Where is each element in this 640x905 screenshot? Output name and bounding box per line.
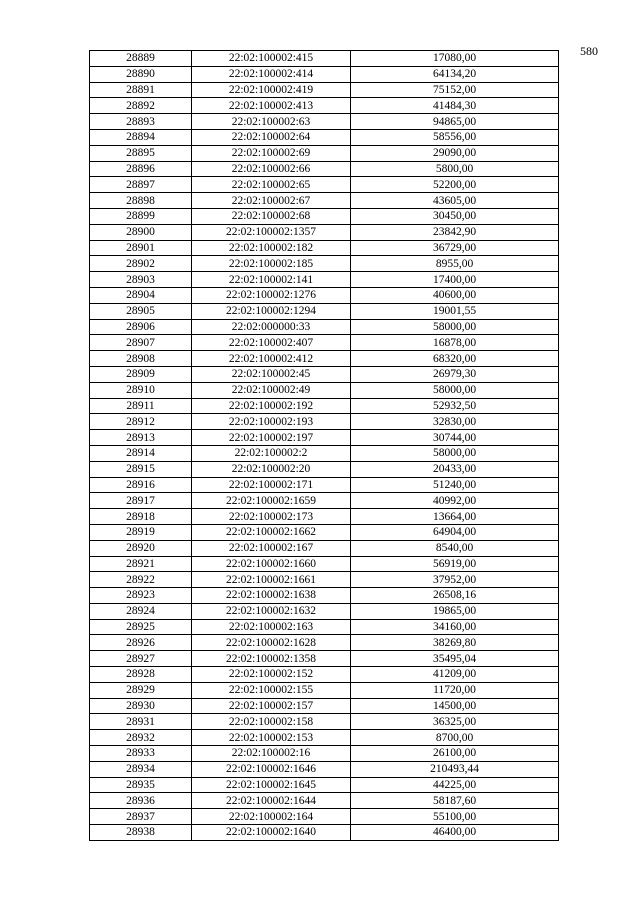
cadastral-number-cell: 22:02:100002:167 (192, 540, 351, 556)
amount-cell: 17080,00 (351, 51, 559, 67)
cadastral-number-cell: 22:02:100002:1294 (192, 303, 351, 319)
amount-cell: 26979,30 (351, 366, 559, 382)
amount-cell: 41484,30 (351, 98, 559, 114)
amount-cell: 16878,00 (351, 335, 559, 351)
amount-cell: 17400,00 (351, 272, 559, 288)
cadastral-number-cell: 22:02:100002:173 (192, 509, 351, 525)
table-row (90, 714, 559, 730)
table-row (90, 161, 559, 177)
cadastral-number-cell: 22:02:100002:157 (192, 698, 351, 714)
cadastral-number-cell: 22:02:100002:171 (192, 477, 351, 493)
row-number-cell: 28891 (90, 82, 192, 98)
cadastral-number-cell: 22:02:100002:412 (192, 351, 351, 367)
amount-cell: 41209,00 (351, 667, 559, 683)
table-row (90, 414, 559, 430)
row-number-cell: 28930 (90, 698, 192, 714)
table-row (90, 177, 559, 193)
row-number-cell: 28893 (90, 114, 192, 130)
amount-cell: 210493,44 (351, 761, 559, 777)
amount-cell: 55100,00 (351, 809, 559, 825)
cadastral-number-cell: 22:02:100002:1632 (192, 603, 351, 619)
amount-cell: 37952,00 (351, 572, 559, 588)
table-row (90, 825, 559, 841)
table-row (90, 335, 559, 351)
table-row (90, 477, 559, 493)
amount-cell: 30450,00 (351, 208, 559, 224)
amount-cell: 75152,00 (351, 82, 559, 98)
table-row (90, 524, 559, 540)
table-row (90, 272, 559, 288)
row-number-cell: 28934 (90, 761, 192, 777)
table-row (90, 730, 559, 746)
table-row (90, 540, 559, 556)
cadastral-number-cell: 22:02:100002:413 (192, 98, 351, 114)
row-number-cell: 28906 (90, 319, 192, 335)
amount-cell: 46400,00 (351, 825, 559, 841)
cadastral-number-cell: 22:02:100002:68 (192, 208, 351, 224)
cadastral-number-cell: 22:02:100002:193 (192, 414, 351, 430)
amount-cell: 58556,00 (351, 129, 559, 145)
cadastral-number-cell: 22:02:100002:185 (192, 256, 351, 272)
row-number-cell: 28921 (90, 556, 192, 572)
amount-cell: 58000,00 (351, 382, 559, 398)
page-number: 580 (580, 44, 598, 58)
amount-cell: 58000,00 (351, 319, 559, 335)
row-number-cell: 28903 (90, 272, 192, 288)
amount-cell: 51240,00 (351, 477, 559, 493)
amount-cell: 58000,00 (351, 445, 559, 461)
cadastral-number-cell: 22:02:100002:1276 (192, 287, 351, 303)
cadastral-number-cell: 22:02:100002:192 (192, 398, 351, 414)
amount-cell: 32830,00 (351, 414, 559, 430)
amount-cell: 13664,00 (351, 509, 559, 525)
amount-cell: 34160,00 (351, 619, 559, 635)
row-number-cell: 28910 (90, 382, 192, 398)
cadastral-number-cell: 22:02:100002:1628 (192, 635, 351, 651)
cadastral-number-cell: 22:02:100002:141 (192, 272, 351, 288)
data-table (89, 50, 559, 841)
row-number-cell: 28920 (90, 540, 192, 556)
table-row (90, 651, 559, 667)
cadastral-number-cell: 22:02:100002:16 (192, 746, 351, 762)
row-number-cell: 28895 (90, 145, 192, 161)
amount-cell: 38269,80 (351, 635, 559, 651)
row-number-cell: 28929 (90, 682, 192, 698)
row-number-cell: 28897 (90, 177, 192, 193)
cadastral-number-cell: 22:02:100002:1645 (192, 777, 351, 793)
amount-cell: 8955,00 (351, 256, 559, 272)
row-number-cell: 28907 (90, 335, 192, 351)
table-row (90, 603, 559, 619)
table-row (90, 667, 559, 683)
amount-cell: 40600,00 (351, 287, 559, 303)
row-number-cell: 28911 (90, 398, 192, 414)
amount-cell: 94865,00 (351, 114, 559, 130)
row-number-cell: 28916 (90, 477, 192, 493)
row-number-cell: 28905 (90, 303, 192, 319)
cadastral-number-cell: 22:02:100002:2 (192, 445, 351, 461)
table-row (90, 793, 559, 809)
row-number-cell: 28935 (90, 777, 192, 793)
row-number-cell: 28924 (90, 603, 192, 619)
cadastral-number-cell: 22:02:100002:64 (192, 129, 351, 145)
table-row (90, 619, 559, 635)
row-number-cell: 28938 (90, 825, 192, 841)
row-number-cell: 28936 (90, 793, 192, 809)
table-row (90, 145, 559, 161)
amount-cell: 52932,50 (351, 398, 559, 414)
amount-cell: 35495,04 (351, 651, 559, 667)
amount-cell: 14500,00 (351, 698, 559, 714)
table-row (90, 303, 559, 319)
table-row (90, 777, 559, 793)
table-row (90, 319, 559, 335)
amount-cell: 29090,00 (351, 145, 559, 161)
cadastral-number-cell: 22:02:100002:415 (192, 51, 351, 67)
amount-cell: 43605,00 (351, 193, 559, 209)
cadastral-number-cell: 22:02:100002:152 (192, 667, 351, 683)
cadastral-number-cell: 22:02:100002:1357 (192, 224, 351, 240)
table-row (90, 66, 559, 82)
amount-cell: 64904,00 (351, 524, 559, 540)
cadastral-number-cell: 22:02:100002:197 (192, 430, 351, 446)
cadastral-number-cell: 22:02:100002:67 (192, 193, 351, 209)
cadastral-number-cell: 22:02:100002:164 (192, 809, 351, 825)
amount-cell: 36325,00 (351, 714, 559, 730)
amount-cell: 20433,00 (351, 461, 559, 477)
row-number-cell: 28922 (90, 572, 192, 588)
amount-cell: 8540,00 (351, 540, 559, 556)
row-number-cell: 28889 (90, 51, 192, 67)
amount-cell: 44225,00 (351, 777, 559, 793)
table-row (90, 398, 559, 414)
cadastral-number-cell: 22:02:100002:182 (192, 240, 351, 256)
cadastral-number-cell: 22:02:100002:63 (192, 114, 351, 130)
row-number-cell: 28937 (90, 809, 192, 825)
row-number-cell: 28928 (90, 667, 192, 683)
table-row (90, 809, 559, 825)
cadastral-number-cell: 22:02:100002:1661 (192, 572, 351, 588)
amount-cell: 5800,00 (351, 161, 559, 177)
amount-cell: 56919,00 (351, 556, 559, 572)
amount-cell: 36729,00 (351, 240, 559, 256)
table-row (90, 572, 559, 588)
row-number-cell: 28933 (90, 746, 192, 762)
cadastral-number-cell: 22:02:100002:155 (192, 682, 351, 698)
table-row (90, 256, 559, 272)
table-row (90, 240, 559, 256)
table-row (90, 461, 559, 477)
table-row (90, 746, 559, 762)
row-number-cell: 28909 (90, 366, 192, 382)
row-number-cell: 28908 (90, 351, 192, 367)
cadastral-number-cell: 22:02:100002:66 (192, 161, 351, 177)
cadastral-number-cell: 22:02:100002:1646 (192, 761, 351, 777)
table-row (90, 366, 559, 382)
table-body (90, 51, 559, 841)
amount-cell: 64134,20 (351, 66, 559, 82)
table-row (90, 98, 559, 114)
cadastral-number-cell: 22:02:100002:414 (192, 66, 351, 82)
row-number-cell: 28917 (90, 493, 192, 509)
cadastral-number-cell: 22:02:100002:153 (192, 730, 351, 746)
table-row (90, 588, 559, 604)
row-number-cell: 28912 (90, 414, 192, 430)
row-number-cell: 28925 (90, 619, 192, 635)
row-number-cell: 28900 (90, 224, 192, 240)
amount-cell: 58187,60 (351, 793, 559, 809)
table-row (90, 129, 559, 145)
table-row (90, 224, 559, 240)
cadastral-number-cell: 22:02:100002:20 (192, 461, 351, 477)
row-number-cell: 28914 (90, 445, 192, 461)
table-row (90, 635, 559, 651)
amount-cell: 19001,55 (351, 303, 559, 319)
cadastral-number-cell: 22:02:100002:419 (192, 82, 351, 98)
cadastral-number-cell: 22:02:100002:407 (192, 335, 351, 351)
amount-cell: 26508,16 (351, 588, 559, 604)
table-row (90, 382, 559, 398)
row-number-cell: 28902 (90, 256, 192, 272)
row-number-cell: 28894 (90, 129, 192, 145)
table-row (90, 509, 559, 525)
table-row (90, 493, 559, 509)
amount-cell: 30744,00 (351, 430, 559, 446)
row-number-cell: 28915 (90, 461, 192, 477)
cadastral-number-cell: 22:02:100002:65 (192, 177, 351, 193)
row-number-cell: 28919 (90, 524, 192, 540)
row-number-cell: 28932 (90, 730, 192, 746)
cadastral-number-cell: 22:02:100002:69 (192, 145, 351, 161)
cadastral-number-cell: 22:02:000000:33 (192, 319, 351, 335)
row-number-cell: 28896 (90, 161, 192, 177)
table-row (90, 445, 559, 461)
cadastral-number-cell: 22:02:100002:45 (192, 366, 351, 382)
table-row (90, 208, 559, 224)
table-row (90, 556, 559, 572)
cadastral-number-cell: 22:02:100002:1659 (192, 493, 351, 509)
cadastral-number-cell: 22:02:100002:1662 (192, 524, 351, 540)
row-number-cell: 28901 (90, 240, 192, 256)
row-number-cell: 28918 (90, 509, 192, 525)
row-number-cell: 28898 (90, 193, 192, 209)
cadastral-number-cell: 22:02:100002:1638 (192, 588, 351, 604)
row-number-cell: 28892 (90, 98, 192, 114)
row-number-cell: 28926 (90, 635, 192, 651)
amount-cell: 26100,00 (351, 746, 559, 762)
amount-cell: 40992,00 (351, 493, 559, 509)
row-number-cell: 28904 (90, 287, 192, 303)
cadastral-number-cell: 22:02:100002:49 (192, 382, 351, 398)
table-row (90, 287, 559, 303)
cadastral-number-cell: 22:02:100002:1358 (192, 651, 351, 667)
row-number-cell: 28923 (90, 588, 192, 604)
row-number-cell: 28899 (90, 208, 192, 224)
amount-cell: 11720,00 (351, 682, 559, 698)
row-number-cell: 28927 (90, 651, 192, 667)
table-row (90, 698, 559, 714)
cadastral-number-cell: 22:02:100002:1644 (192, 793, 351, 809)
amount-cell: 19865,00 (351, 603, 559, 619)
cadastral-number-cell: 22:02:100002:163 (192, 619, 351, 635)
cadastral-number-cell: 22:02:100002:158 (192, 714, 351, 730)
row-number-cell: 28931 (90, 714, 192, 730)
table-row (90, 682, 559, 698)
table-row (90, 761, 559, 777)
row-number-cell: 28890 (90, 66, 192, 82)
table-row (90, 193, 559, 209)
table-row (90, 351, 559, 367)
row-number-cell: 28913 (90, 430, 192, 446)
table-row (90, 51, 559, 67)
amount-cell: 52200,00 (351, 177, 559, 193)
table-row (90, 82, 559, 98)
cadastral-number-cell: 22:02:100002:1640 (192, 825, 351, 841)
amount-cell: 8700,00 (351, 730, 559, 746)
amount-cell: 23842,90 (351, 224, 559, 240)
table-row (90, 114, 559, 130)
cadastral-number-cell: 22:02:100002:1660 (192, 556, 351, 572)
table-row (90, 430, 559, 446)
amount-cell: 68320,00 (351, 351, 559, 367)
